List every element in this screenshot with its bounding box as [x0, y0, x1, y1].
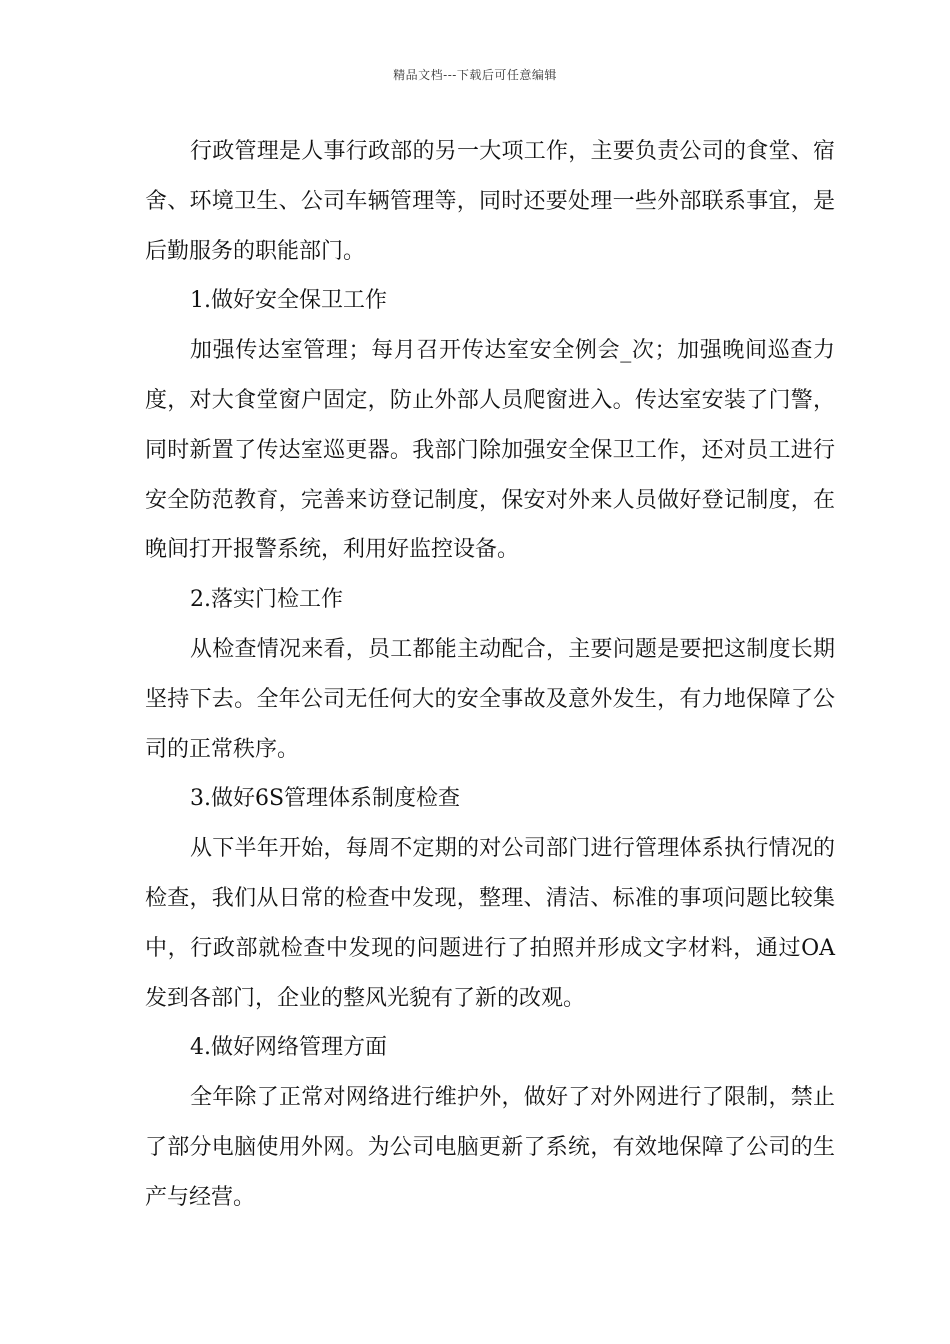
section-heading-network: 4.做好网络管理方面	[190, 1035, 387, 1061]
section-heading-security: 1.做好安全保卫工作	[190, 288, 387, 314]
security-paragraph: 加强传达室管理；每月召开传达室安全例会_次；加强晚间巡查力度，对大食堂窗户固定，防止外部人员爬窗进入。传达室安装了门警，同时新置了传达室巡更器。我部门除加强安全保卫工作，还对员工进行安全防范教育，完善来访登记制度，保安对外来人员做好登记制度，在晚间打开报警系统，利用好监控设备。	[145, 338, 835, 563]
intro-paragraph: 行政管理是人事行政部的另一大项工作，主要负责公司的食堂、宿舍、环境卫生、公司车辆管理等，同时还要处理一些外部联系事宜，是后勤服务的职能部门。	[145, 139, 835, 264]
6s-paragraph: 从下半年开始，每周不定期的对公司部门进行管理体系执行情况的检查，我们从日常的检查中发现，整理、清洁、标准的事项问题比较集中，行政部就检查中发现的问题进行了拍照并形成文字材料，通过OA发到各部门，企业的整风光貌有了新的改观。	[145, 836, 835, 1011]
document-body	[145, 127, 835, 1223]
network-paragraph: 全年除了正常对网络进行维护外，做好了对外网进行了限制，禁止了部分电脑使用外网。为公司电脑更新了系统，有效地保障了公司的生产与经营。	[145, 1085, 835, 1210]
gate-check-paragraph: 从检查情况来看，员工都能主动配合，主要问题是要把这制度长期坚持下去。全年公司无任何大的安全事故及意外发生，有力地保障了公司的正常秩序。	[145, 636, 835, 762]
section-heading-gate-check: 2.落实门检工作	[190, 587, 343, 613]
section-heading-6s: 3.做好6S管理体系制度检查	[190, 786, 461, 812]
page-header: 精品文档---下载后可任意编辑	[393, 68, 557, 82]
